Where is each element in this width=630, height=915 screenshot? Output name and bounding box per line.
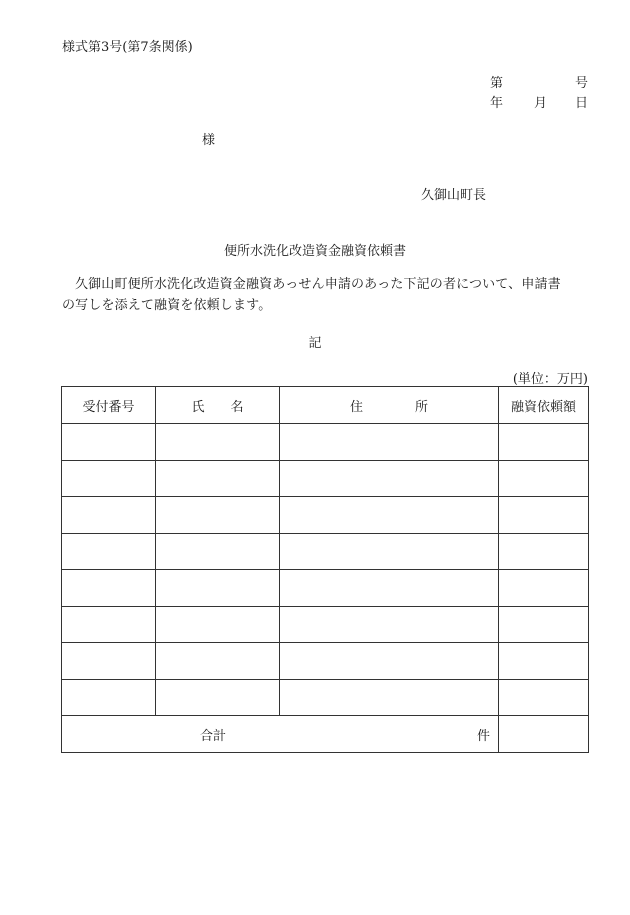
table-row xyxy=(62,606,589,643)
cell-name[interactable] xyxy=(156,570,280,607)
cell-loan-amount[interactable] xyxy=(499,606,589,643)
date-year: 年 xyxy=(490,96,504,111)
total-label: 合計 xyxy=(200,729,227,744)
header-name: 氏 名 xyxy=(156,387,280,424)
cell-loan-amount[interactable] xyxy=(499,460,589,497)
cell-address[interactable] xyxy=(280,497,499,534)
total-count-cell[interactable] xyxy=(62,716,499,753)
form-number: 様式第3号(第7条関係) xyxy=(62,40,193,55)
cell-name[interactable] xyxy=(156,533,280,570)
body-line-1: 久御山町便所水洗化改造資金融資あっせん申請のあった下記の者について、申請書 xyxy=(75,277,561,292)
total-amount-cell[interactable] xyxy=(499,716,589,753)
cell-reception-number[interactable] xyxy=(62,460,156,497)
cell-address[interactable] xyxy=(280,570,499,607)
cell-name[interactable] xyxy=(156,606,280,643)
cell-reception-number[interactable] xyxy=(62,679,156,716)
loan-request-table xyxy=(61,386,589,753)
unit-note: (単位：万円) xyxy=(512,372,588,387)
cell-name[interactable] xyxy=(156,497,280,534)
cell-address[interactable] xyxy=(280,643,499,680)
date-day: 日 xyxy=(574,96,588,111)
table-row xyxy=(62,643,589,680)
date-month: 月 xyxy=(534,96,548,111)
ki-heading: 記 xyxy=(308,336,322,351)
table-row xyxy=(62,533,589,570)
cell-reception-number[interactable] xyxy=(62,424,156,461)
addressee-honorific: 様 xyxy=(202,133,216,148)
cell-loan-amount[interactable] xyxy=(499,679,589,716)
table-row xyxy=(62,497,589,534)
cell-reception-number[interactable] xyxy=(62,533,156,570)
cell-reception-number[interactable] xyxy=(62,497,156,534)
cell-name[interactable] xyxy=(156,460,280,497)
cell-loan-amount[interactable] xyxy=(499,643,589,680)
date-line xyxy=(490,92,588,110)
table-row xyxy=(62,424,589,461)
total-row xyxy=(62,716,589,753)
header-loan-amount: 融資依頼額 xyxy=(499,387,589,424)
document-title: 便所水洗化改造資金融資依頼書 xyxy=(223,244,406,259)
cell-loan-amount[interactable] xyxy=(499,533,589,570)
table-row xyxy=(62,460,589,497)
cell-name[interactable] xyxy=(156,679,280,716)
table-row xyxy=(62,570,589,607)
header-address: 住 所 xyxy=(280,387,499,424)
cell-name[interactable] xyxy=(156,643,280,680)
doc-number-prefix: 第 xyxy=(490,76,504,91)
table-header-row xyxy=(62,387,589,424)
cell-loan-amount[interactable] xyxy=(499,570,589,607)
cell-reception-number[interactable] xyxy=(62,606,156,643)
table-row xyxy=(62,679,589,716)
cell-loan-amount[interactable] xyxy=(499,424,589,461)
body-line-2: の写しを添えて融資を依頼します。 xyxy=(62,298,272,313)
cell-address[interactable] xyxy=(280,533,499,570)
doc-number-suffix: 号 xyxy=(574,76,588,91)
cell-name[interactable] xyxy=(156,424,280,461)
cell-reception-number[interactable] xyxy=(62,570,156,607)
cell-address[interactable] xyxy=(280,460,499,497)
body-paragraph xyxy=(62,274,588,316)
issuer-name: 久御山町長 xyxy=(421,188,487,203)
cell-address[interactable] xyxy=(280,679,499,716)
cell-address[interactable] xyxy=(280,424,499,461)
cell-address[interactable] xyxy=(280,606,499,643)
total-unit: 件 xyxy=(476,729,490,744)
cell-loan-amount[interactable] xyxy=(499,497,589,534)
cell-reception-number[interactable] xyxy=(62,643,156,680)
header-reception-number: 受付番号 xyxy=(62,387,156,424)
